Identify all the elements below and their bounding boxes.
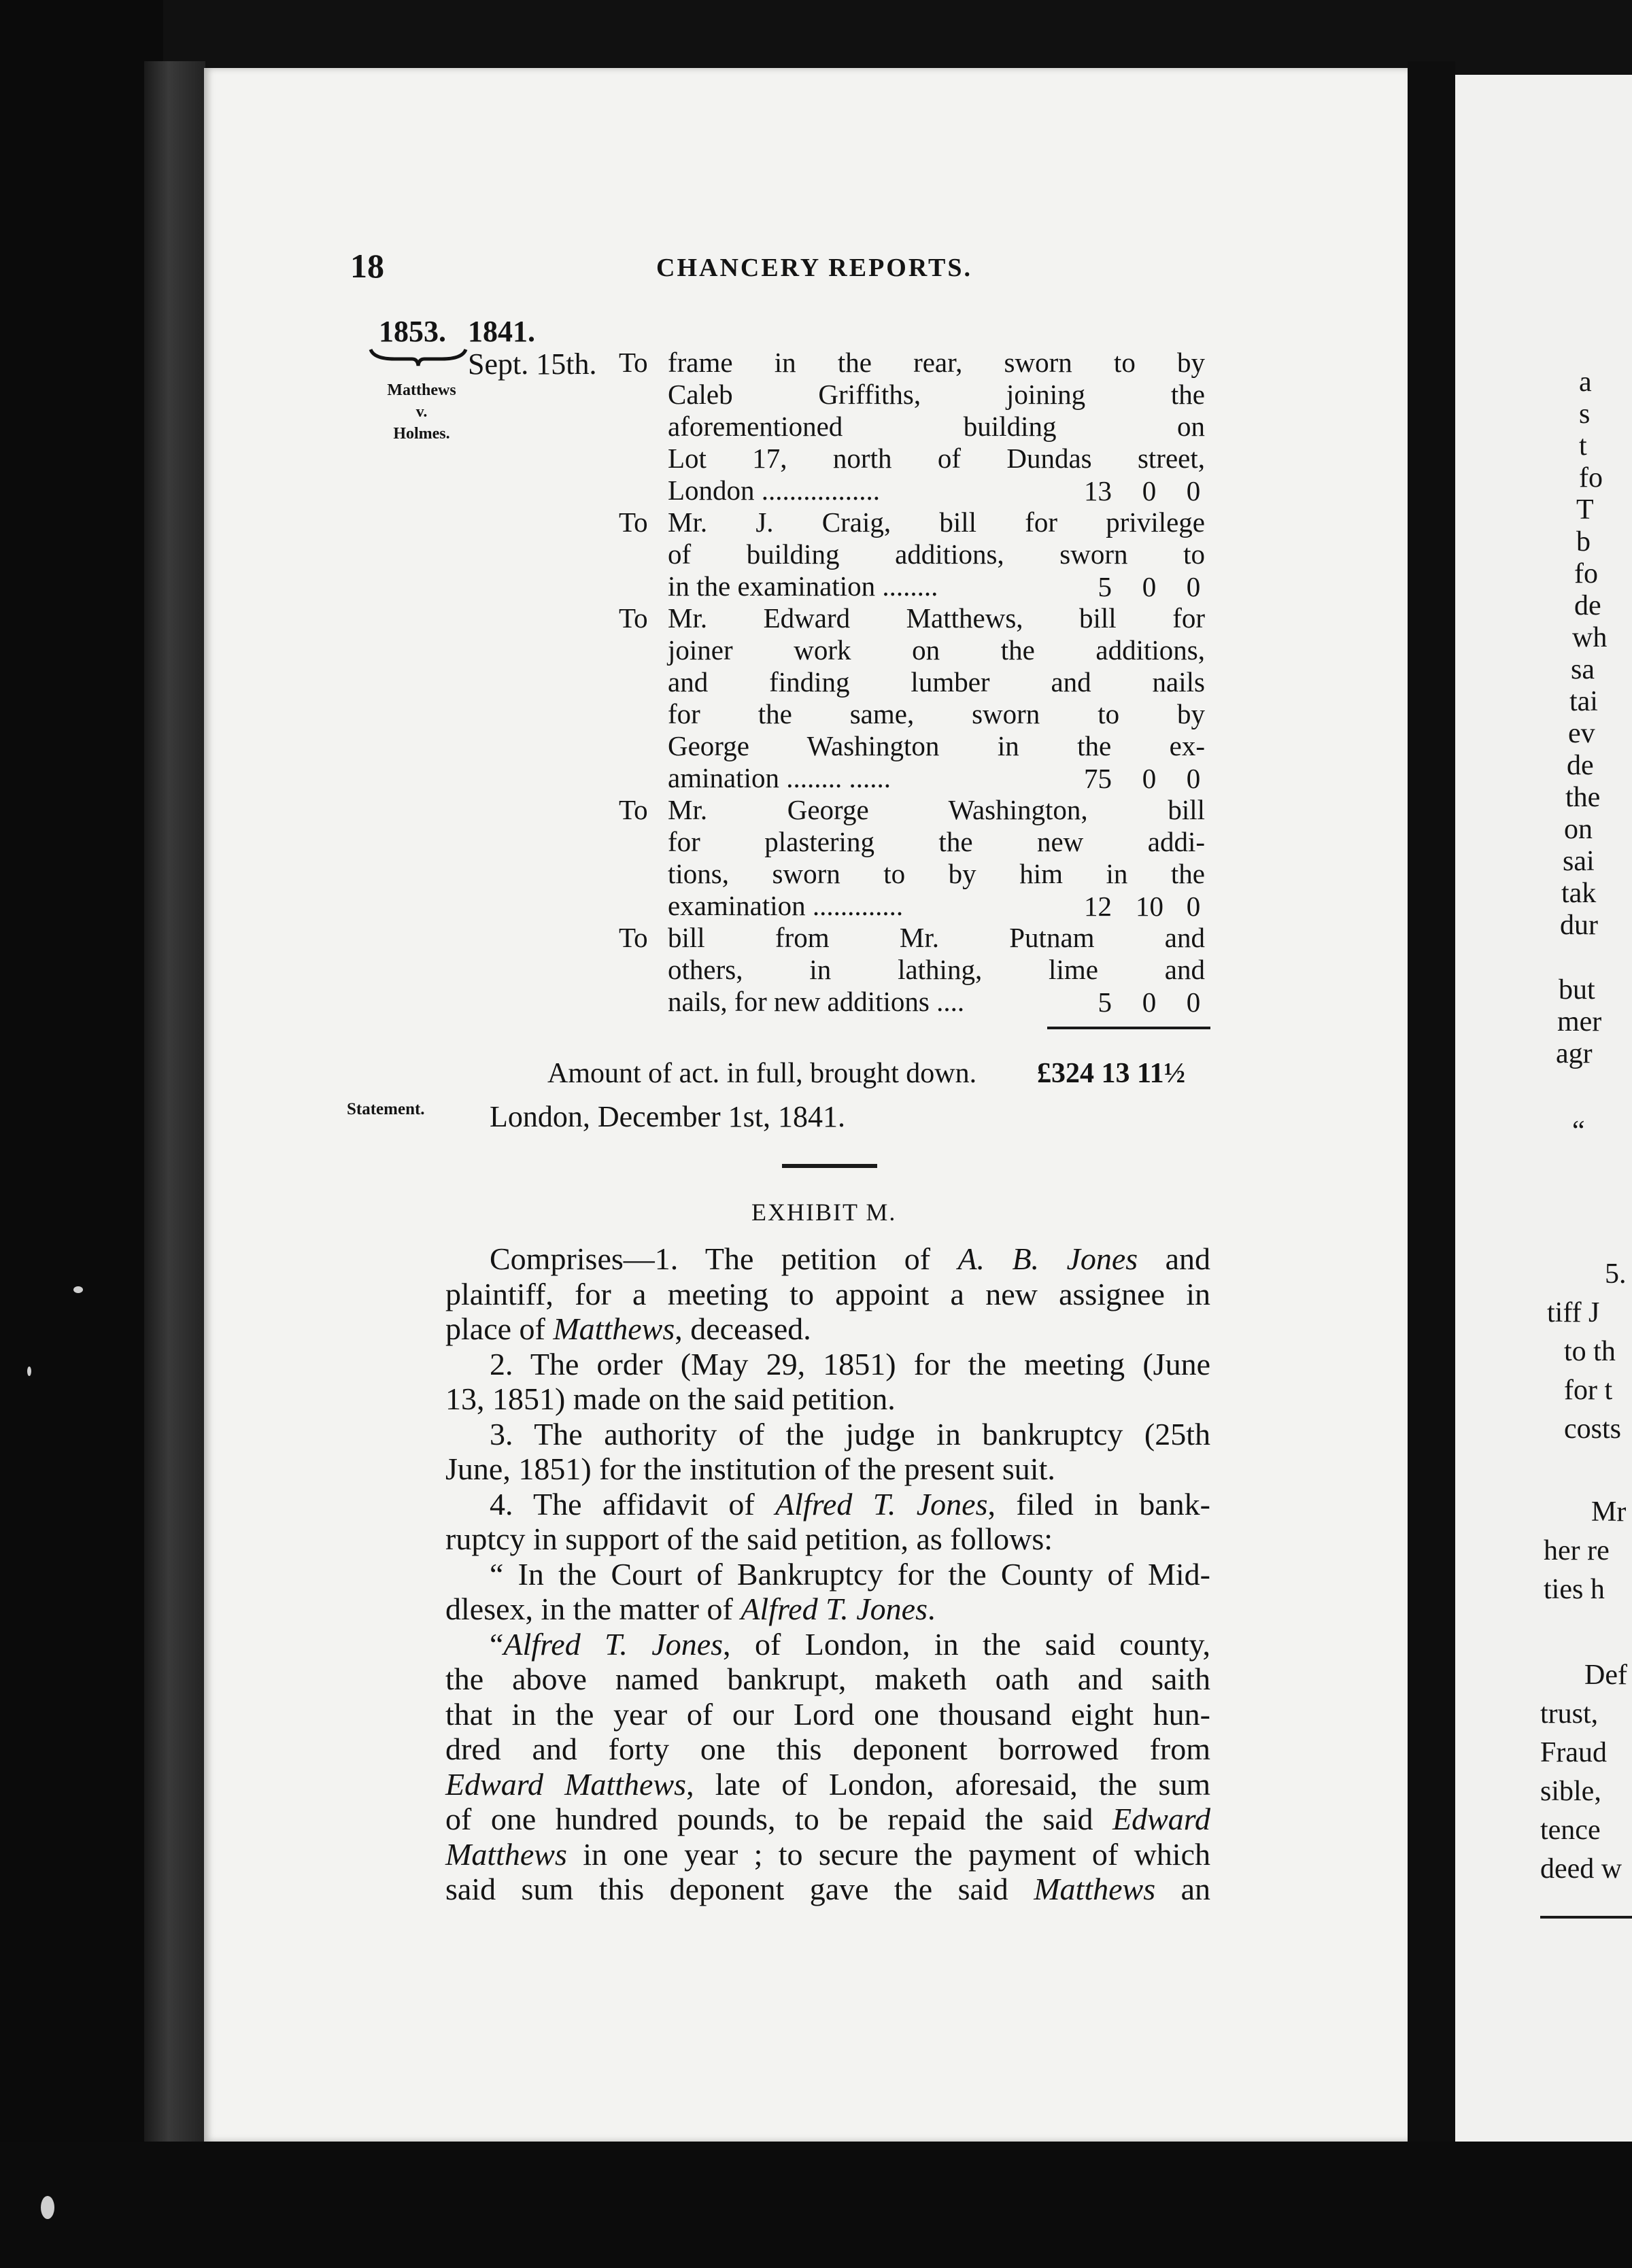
amount-shillings: 10 <box>1136 891 1163 922</box>
facing-fragment: t <box>1579 430 1587 462</box>
facing-fragment: s <box>1579 398 1591 430</box>
facing-fragment: ties h <box>1544 1574 1605 1605</box>
item-amount-2 <box>1064 570 1214 602</box>
amount-pounds: 5 <box>1098 571 1112 602</box>
facing-fragment: costs <box>1564 1413 1621 1445</box>
amount-pence: 0 <box>1186 763 1201 794</box>
body-line: June, 1851) for the institution of the present suit. <box>445 1451 1055 1486</box>
amount-pounds: 75 <box>1084 763 1112 794</box>
amount-pence: 0 <box>1186 891 1201 922</box>
text-run: in one year ; to secure the payment of which <box>566 1836 1210 1872</box>
facing-fragment: fo <box>1574 558 1598 589</box>
facing-fragment: tence <box>1540 1815 1601 1846</box>
item-line: bill from Mr. Putnam and <box>668 922 1205 953</box>
body-line: 2. The order (May 29, 1851) for the meeting (June <box>490 1346 1210 1381</box>
amount-shillings: 0 <box>1142 475 1157 506</box>
facing-fragment: ev <box>1568 718 1595 749</box>
italic-name: Edward Matthews <box>445 1766 687 1802</box>
facing-fragment: Fraud <box>1540 1737 1607 1768</box>
total-label: Amount of act. in full, brought down. <box>547 1058 977 1089</box>
item-amount-3 <box>1064 762 1214 794</box>
body-line <box>445 1487 1210 1522</box>
case-defendant: Holmes. <box>393 425 450 443</box>
facing-fragment: tiff J <box>1547 1297 1600 1328</box>
italic-name: A. B. Jones <box>957 1241 1138 1276</box>
italic-name: Matthews <box>553 1311 675 1346</box>
facing-fragment: mer <box>1557 1006 1602 1037</box>
text-run: , late of London, aforesaid, the sum <box>686 1766 1211 1802</box>
statement-label: Statement. <box>347 1100 425 1118</box>
facing-fragment: sai <box>1563 846 1595 877</box>
text-run: place of <box>445 1311 554 1346</box>
body-line <box>445 1802 1210 1837</box>
body-line: plaintiff, for a meeting to appoint a new assignee in <box>445 1276 1210 1311</box>
italic-name: Matthews <box>1034 1872 1156 1906</box>
place-date: London, December 1st, 1841. <box>490 1100 845 1133</box>
body-line: the above named bankrupt, maketh oath and saith <box>445 1662 1210 1696</box>
body-line: “ In the Court of Bankruptcy for the County of Mid- <box>490 1556 1210 1592</box>
book-page-edge <box>144 61 205 2142</box>
item-line: nails, for new additions .... <box>668 986 965 1017</box>
account-date: Sept. 15th. <box>468 347 597 381</box>
item-line: Lot 17, north of Dundas street, <box>668 443 1205 474</box>
facing-fragment: “ <box>1572 1116 1585 1147</box>
amount-shillings: 0 <box>1142 763 1157 794</box>
body-text <box>445 1241 1210 1907</box>
body-line <box>445 1627 1210 1662</box>
text-run: said sum this deponent gave the said <box>445 1872 1034 1906</box>
scan-bottom-border <box>0 2142 1632 2268</box>
page-number: 18 <box>350 247 384 285</box>
item-line: others, in lathing, lime and <box>668 954 1205 985</box>
item-to: To <box>619 794 648 825</box>
amount-pounds: 12 <box>1084 891 1112 922</box>
body-line: ruptcy in support of the said petition, as follows: <box>445 1522 1053 1556</box>
item-line: examination ............. <box>668 890 904 921</box>
item-line: Mr. J. Craig, bill for privilege <box>668 506 1205 538</box>
section-divider <box>782 1164 877 1168</box>
body-line <box>445 1837 1210 1872</box>
text-run: . <box>928 1592 936 1626</box>
facing-fragment: but <box>1559 974 1595 1006</box>
body-line: 13, 1851) made on the said petition. <box>445 1381 896 1416</box>
facing-fragment: Def <box>1584 1660 1627 1691</box>
facing-fragment: b <box>1576 526 1591 557</box>
text-run: of one hundred pounds, to be repaid the said <box>445 1802 1113 1836</box>
item-line: of building additions, sworn to <box>668 538 1205 570</box>
book-gutter <box>1408 61 1455 2162</box>
amount-shillings: 0 <box>1142 986 1157 1018</box>
text-run: an <box>1155 1872 1210 1906</box>
amount-pounds: 5 <box>1098 986 1112 1018</box>
facing-fragment: dur <box>1560 910 1598 941</box>
scan-speck <box>41 2196 54 2219</box>
item-line: tions, sworn to by him in the <box>668 858 1205 889</box>
body-line <box>445 1767 1210 1802</box>
amount-pounds: 13 <box>1084 475 1112 506</box>
body-line <box>445 1311 1210 1347</box>
item-line: amination ........ ...... <box>668 762 891 793</box>
facing-fragment: agr <box>1556 1038 1593 1069</box>
facing-fragment: deed w <box>1540 1853 1622 1885</box>
item-line: joiner work on the additions, <box>668 634 1205 666</box>
text-run: “ <box>490 1626 504 1662</box>
item-line: Mr. George Washington, bill <box>668 794 1205 825</box>
text-run: 4. The affidavit of <box>490 1486 776 1522</box>
facing-fragment: tai <box>1569 686 1598 717</box>
item-amount-4 <box>1064 890 1214 922</box>
italic-name: Matthews <box>445 1836 567 1872</box>
facing-fragment: tak <box>1561 878 1597 909</box>
brace-mark <box>367 347 469 367</box>
italic-name: Alfred T. Jones <box>775 1486 988 1522</box>
item-to: To <box>619 506 648 538</box>
amount-pence: 0 <box>1186 475 1201 506</box>
text-run: Comprises—1. The petition of <box>490 1241 958 1276</box>
facing-fragment: de <box>1574 590 1601 621</box>
facing-fragment: sa <box>1571 654 1595 685</box>
facing-fragment: for t <box>1564 1375 1613 1406</box>
amount-pence: 0 <box>1186 986 1201 1018</box>
item-line: Mr. Edward Matthews, bill for <box>668 602 1205 634</box>
item-line: London ................. <box>668 475 881 506</box>
item-to: To <box>619 922 648 953</box>
amount-shillings: 0 <box>1142 571 1157 602</box>
item-line: frame in the rear, sworn to by <box>668 347 1205 378</box>
facing-fragment: her re <box>1544 1535 1610 1566</box>
text-run: , deceased. <box>675 1311 811 1346</box>
item-line: Caleb Griffiths, joining the <box>668 379 1205 410</box>
body-line: 3. The authority of the judge in bankruptcy (25th <box>490 1416 1210 1451</box>
item-to: To <box>619 602 648 634</box>
item-amount-1 <box>1064 475 1214 506</box>
scan-speck <box>73 1286 83 1293</box>
item-line: for the same, sworn to by <box>668 698 1205 729</box>
body-line <box>445 1872 1210 1907</box>
body-line: dred and forty one this deponent borrowed from <box>445 1732 1210 1766</box>
facing-fragment: 5. <box>1605 1258 1627 1290</box>
body-line <box>445 1592 1210 1627</box>
item-to: To <box>619 347 648 378</box>
facing-fragment: fo <box>1579 462 1603 494</box>
body-line <box>445 1241 1210 1277</box>
body-line: that in the year of our Lord one thousand eight hun- <box>445 1696 1210 1732</box>
facing-fragment: on <box>1564 814 1593 845</box>
amount-pence: 0 <box>1186 571 1201 602</box>
italic-name: Alfred T. Jones <box>741 1592 928 1626</box>
facing-fragment: Mr <box>1591 1496 1627 1528</box>
scan-speck <box>27 1367 31 1376</box>
facing-fragment: a <box>1579 366 1592 398</box>
facing-fragment: wh <box>1572 622 1608 653</box>
scan-dark-border <box>0 0 163 2268</box>
total-rule <box>1047 1027 1210 1029</box>
facing-fragment: T <box>1576 494 1594 526</box>
facing-footnote-rule <box>1540 1916 1632 1919</box>
facing-fragment: the <box>1565 782 1601 813</box>
item-line: in the examination ........ <box>668 570 938 602</box>
exhibit-heading: EXHIBIT M. <box>751 1199 897 1226</box>
case-name <box>364 379 479 445</box>
case-versus: v. <box>415 403 428 421</box>
item-line: and finding lumber and nails <box>668 666 1205 698</box>
italic-name: Alfred T. Jones <box>503 1626 724 1662</box>
text-run: and <box>1138 1241 1211 1276</box>
item-line: for plastering the new addi- <box>668 826 1205 857</box>
case-plaintiff: Matthews <box>387 381 456 399</box>
margin-year: 1853. <box>379 315 446 348</box>
italic-name: Edward <box>1112 1802 1210 1836</box>
facing-fragment: sible, <box>1540 1776 1601 1807</box>
total-amount: £324 13 11½ <box>1037 1058 1186 1089</box>
facing-fragment: trust, <box>1540 1698 1599 1730</box>
item-amount-5 <box>1064 986 1214 1018</box>
item-line: aforementioned building on <box>668 411 1205 442</box>
text-run: dlesex, in the matter of <box>445 1592 741 1626</box>
text-run: , of London, in the said county, <box>723 1626 1210 1662</box>
running-title: CHANCERY REPORTS. <box>656 254 972 282</box>
facing-fragment: to th <box>1564 1336 1616 1367</box>
text-run: , filed in bank- <box>987 1486 1210 1522</box>
facing-fragment: de <box>1567 750 1594 781</box>
account-year: 1841. <box>468 315 535 348</box>
item-line: George Washington in the ex- <box>668 730 1205 761</box>
